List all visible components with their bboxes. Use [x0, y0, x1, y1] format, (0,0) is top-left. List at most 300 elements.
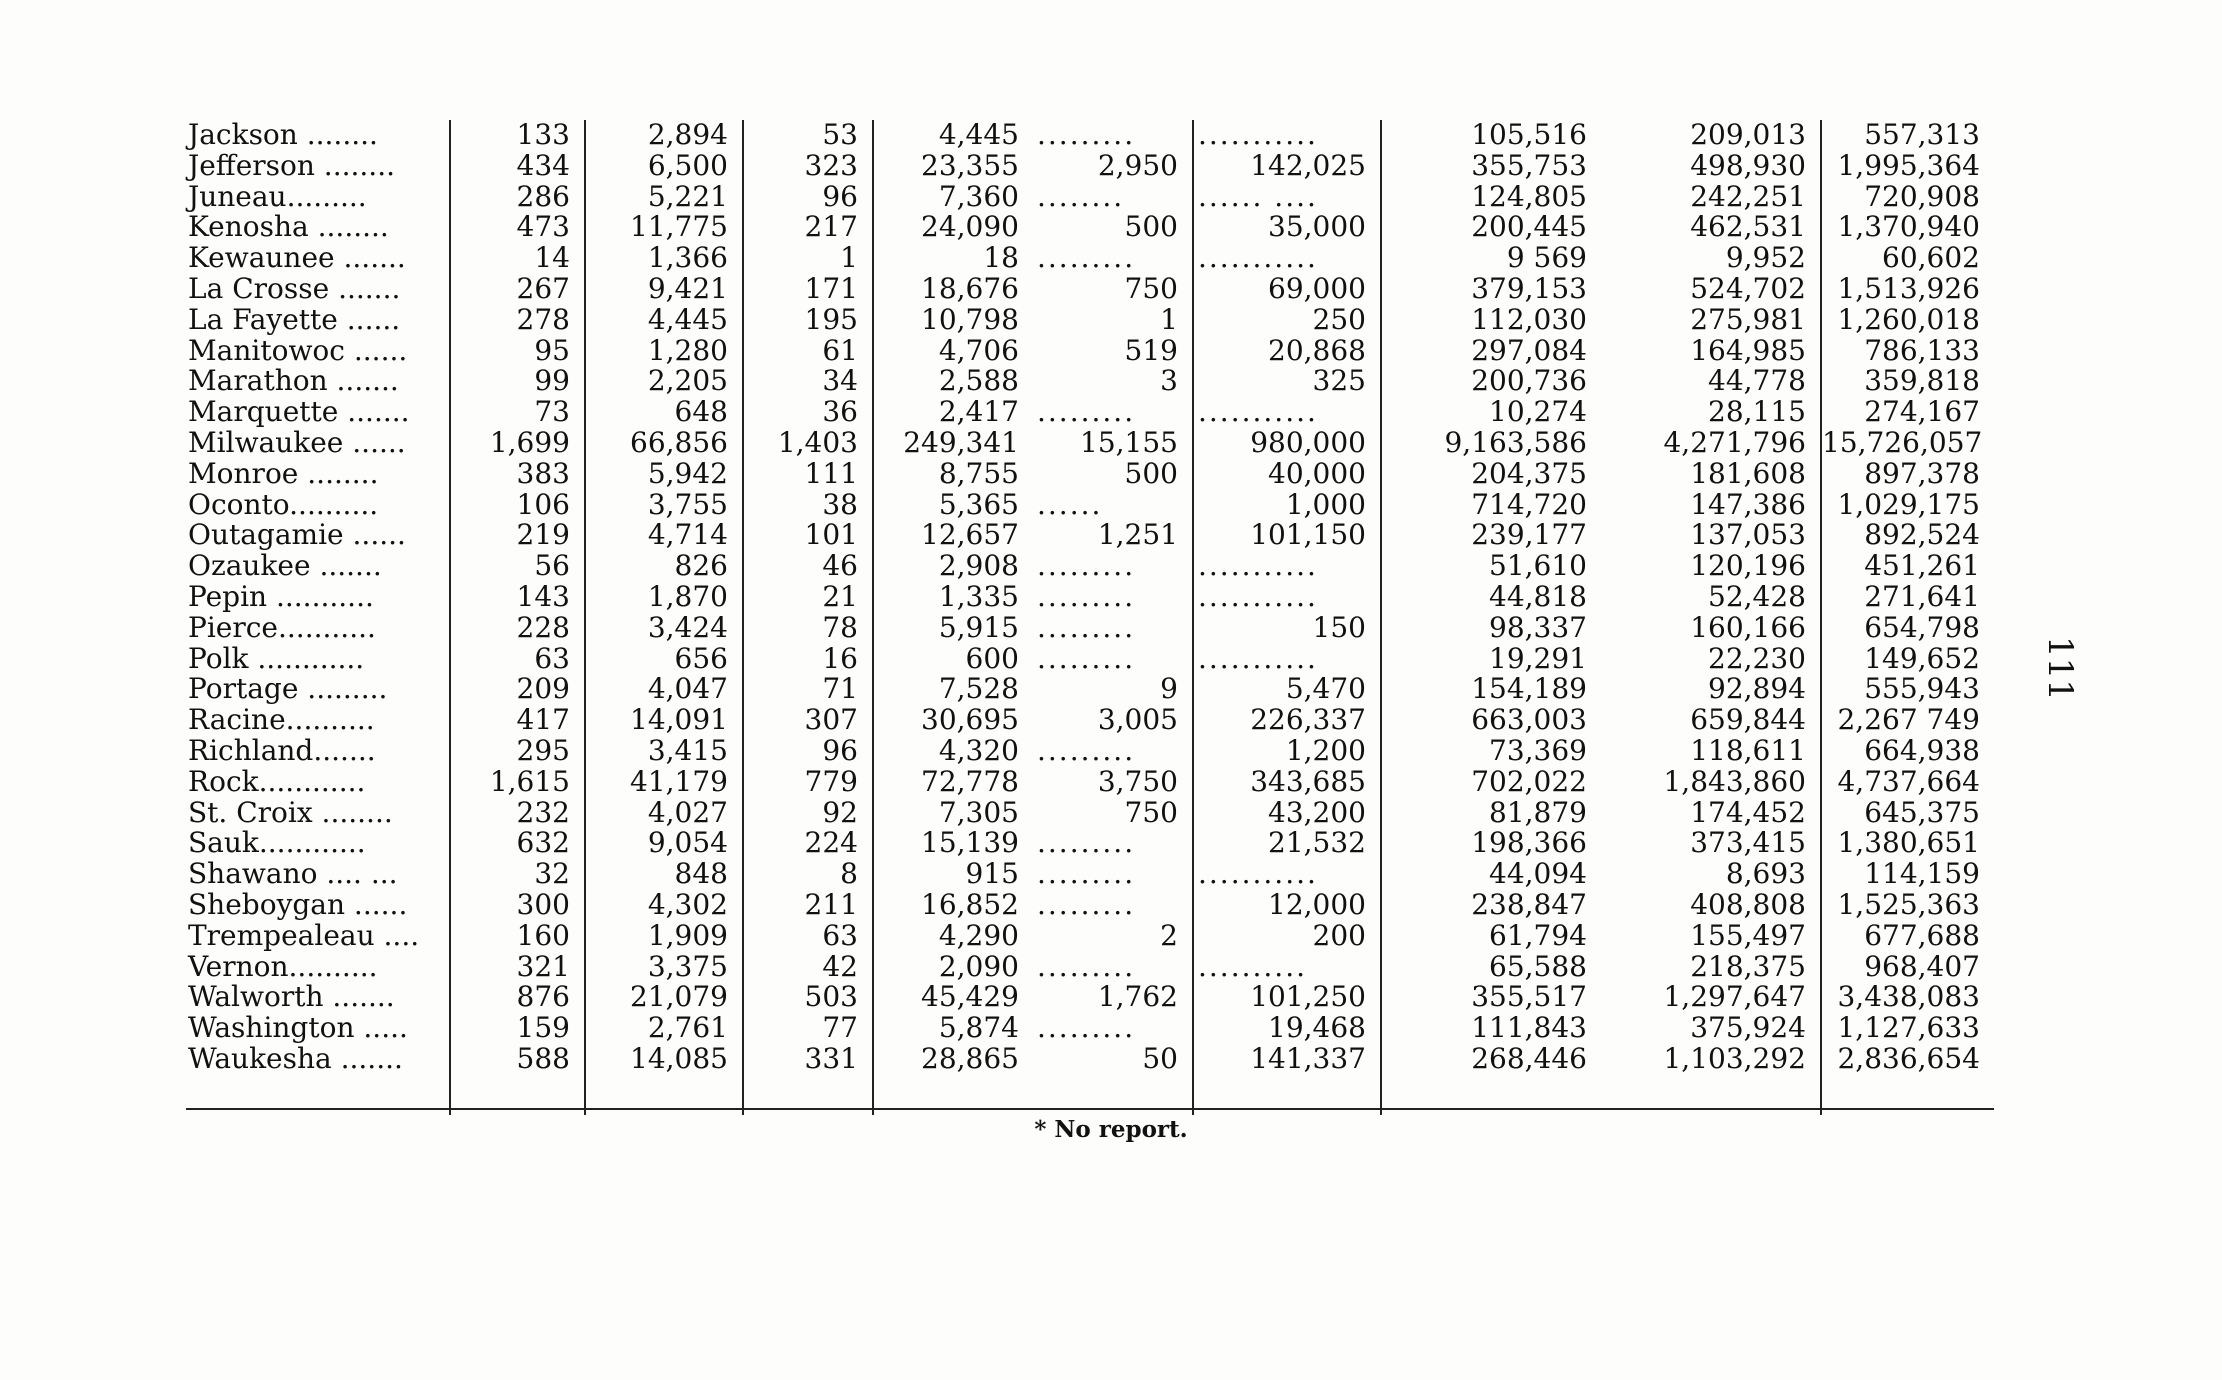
value-cell: ......... — [1033, 736, 1193, 767]
value-cell: 56 — [450, 551, 585, 582]
value-cell: 4,027 — [585, 798, 743, 829]
county-name-cell: Vernon.......... — [184, 952, 450, 983]
value-cell: 112,030 — [1471, 304, 1587, 336]
value-cell: 632 — [450, 828, 585, 859]
value-cell: 321 — [450, 952, 585, 983]
value-cell: 14,091 — [585, 705, 743, 736]
value-cell: 2,761 — [585, 1013, 743, 1044]
value-cell: 98,337 — [1489, 612, 1587, 644]
value-cell: 656 — [585, 644, 743, 675]
value-cell: 96 — [743, 736, 873, 767]
value-cell: 232 — [450, 798, 585, 829]
value-cell: 8,693 — [1601, 859, 1821, 890]
value-cell: 218,375 — [1601, 952, 1821, 983]
table-row — [184, 151, 1994, 182]
value-cell: 4,706 — [938, 335, 1019, 367]
county-name-cell: Sauk............ — [184, 828, 450, 859]
value-cell: 92,894 — [1601, 674, 1821, 705]
value-cell: 3,750 — [1033, 767, 1193, 798]
value-cell: 383 — [450, 459, 585, 490]
value-cell: 174,452 — [1601, 798, 1821, 829]
value-cell: 892,524 — [1864, 520, 1980, 552]
table-row — [184, 120, 1994, 151]
county-name-cell: Marathon ....... — [184, 366, 450, 397]
value-cell: 99 — [450, 366, 585, 397]
value-cell: 5,470 — [1193, 674, 1381, 705]
table-row — [184, 705, 1994, 736]
value-cell: 50 — [1033, 1044, 1193, 1075]
value-cell: 1,366 — [585, 243, 743, 274]
value-cell: 1,297,647 — [1601, 982, 1821, 1013]
value-cell: 105,516 — [1471, 120, 1587, 151]
value-cell: 702,022 — [1471, 766, 1587, 798]
county-name-cell: Jefferson ........ — [184, 151, 450, 182]
value-cell: 21,079 — [585, 982, 743, 1013]
value-cell: 297,084 — [1471, 335, 1587, 367]
table-row — [184, 674, 1994, 705]
table-bottom-rule — [186, 1108, 1994, 1110]
value-cell: 41,179 — [585, 767, 743, 798]
value-cell: 9,952 — [1601, 243, 1821, 274]
value-cell: 52,428 — [1601, 582, 1821, 613]
value-cell: 5,221 — [585, 182, 743, 213]
value-cell: 65,588 — [1489, 951, 1587, 983]
value-cell: 1,260,018 — [1837, 304, 1980, 336]
value-cell: 1,870 — [585, 582, 743, 613]
value-cell: 209,013 — [1601, 120, 1821, 151]
value-cell: ......... — [1033, 120, 1193, 151]
value-cell: 1,000 — [1193, 490, 1381, 521]
page-number: 111 — [2040, 636, 2080, 701]
value-cell: 160 — [450, 921, 585, 952]
value-cell: 63 — [450, 644, 585, 675]
table-row — [184, 243, 1994, 274]
value-cell: 217 — [743, 212, 873, 243]
value-cell: ......... — [1033, 551, 1193, 582]
county-name-cell: Trempealeau .... — [184, 921, 450, 952]
value-cell: 34 — [743, 366, 873, 397]
value-cell: 267 — [450, 274, 585, 305]
value-cell: 28,115 — [1601, 397, 1821, 428]
value-cell: 275,981 — [1601, 305, 1821, 336]
county-name-cell: Monroe ........ — [184, 459, 450, 490]
value-cell: 92 — [743, 798, 873, 829]
value-cell: 500 — [1033, 212, 1193, 243]
value-cell: 101,250 — [1193, 982, 1381, 1013]
county-name-cell: Oconto.......... — [184, 490, 450, 521]
value-cell: 300 — [450, 890, 585, 921]
value-cell: 12,657 — [921, 520, 1019, 552]
value-cell: ........ — [1033, 182, 1193, 213]
county-name-cell: Waukesha ....... — [184, 1044, 450, 1075]
value-cell: 101,150 — [1193, 520, 1381, 551]
value-cell: 3,424 — [585, 613, 743, 644]
value-cell: ........... — [1193, 243, 1381, 274]
value-cell: ......... — [1033, 397, 1193, 428]
table-row — [184, 1044, 1994, 1075]
value-cell: 876 — [450, 982, 585, 1013]
value-cell: 14,085 — [585, 1044, 743, 1075]
value-cell: 498,930 — [1601, 151, 1821, 182]
value-cell: ...... — [1033, 490, 1193, 521]
value-cell: 111,843 — [1471, 1013, 1587, 1044]
value-cell: 654,798 — [1864, 612, 1980, 644]
value-cell: 249,341 — [903, 427, 1019, 459]
value-cell: 18 — [983, 243, 1019, 274]
value-cell: 274,167 — [1864, 397, 1980, 428]
county-name-cell: Richland....... — [184, 736, 450, 767]
value-cell: 1,251 — [1033, 520, 1193, 551]
value-cell: 524,702 — [1601, 274, 1821, 305]
value-cell: 155,497 — [1601, 921, 1821, 952]
value-cell: 19,468 — [1193, 1013, 1381, 1044]
value-cell: 95 — [450, 336, 585, 367]
county-name-cell: Ozaukee ....... — [184, 551, 450, 582]
value-cell: 71 — [743, 674, 873, 705]
value-cell: 171 — [743, 274, 873, 305]
value-cell: 500 — [1033, 459, 1193, 490]
value-cell: 295 — [450, 736, 585, 767]
value-cell: 77 — [743, 1013, 873, 1044]
value-cell: 268,446 — [1471, 1043, 1587, 1075]
value-cell: 36 — [743, 397, 873, 428]
value-cell: 38 — [743, 490, 873, 521]
value-cell: 897,378 — [1864, 458, 1980, 490]
value-cell: ........... — [1193, 582, 1381, 613]
value-cell: 5,874 — [938, 1013, 1019, 1044]
value-cell: 118,611 — [1601, 736, 1821, 767]
value-cell: 968,407 — [1864, 951, 1980, 983]
value-cell: 19,291 — [1489, 643, 1587, 675]
value-cell: 278 — [450, 305, 585, 336]
value-cell: 750 — [1033, 274, 1193, 305]
value-cell: 434 — [450, 151, 585, 182]
value-cell: 1,280 — [585, 336, 743, 367]
value-cell: ......... — [1033, 613, 1193, 644]
value-cell: 16 — [743, 644, 873, 675]
value-cell: 200 — [1193, 921, 1381, 952]
value-cell: ........... — [1193, 397, 1381, 428]
table-row — [184, 952, 1994, 983]
value-cell: 226,337 — [1193, 705, 1381, 736]
county-name-cell: Kewaunee ....... — [184, 243, 450, 274]
table-row — [184, 859, 1994, 890]
value-cell: 4,302 — [585, 890, 743, 921]
value-cell: 519 — [1033, 336, 1193, 367]
county-name-cell: Washington ..... — [184, 1013, 450, 1044]
value-cell: 6,500 — [585, 151, 743, 182]
value-cell: 7,360 — [938, 181, 1019, 213]
value-cell: 7,528 — [938, 674, 1019, 706]
value-cell: 677,688 — [1864, 920, 1980, 952]
value-cell: 78 — [743, 613, 873, 644]
value-cell: 2,950 — [1033, 151, 1193, 182]
value-cell: 61 — [743, 336, 873, 367]
value-cell: 51,610 — [1489, 551, 1587, 582]
value-cell: 150 — [1193, 613, 1381, 644]
county-name-cell: Polk ............ — [184, 644, 450, 675]
table-row — [184, 644, 1994, 675]
value-cell: 1,103,292 — [1601, 1044, 1821, 1075]
value-cell: 4,290 — [938, 920, 1019, 952]
value-cell: 28,865 — [921, 1043, 1019, 1075]
value-cell: .......... — [1193, 952, 1381, 983]
table-row — [184, 982, 1994, 1013]
footnote: * No report. — [1034, 1116, 1188, 1143]
county-statistics-table — [184, 120, 1994, 1115]
value-cell: 2,205 — [585, 366, 743, 397]
table-row — [184, 428, 1994, 459]
county-name-cell: Racine.......... — [184, 705, 450, 736]
value-cell: 42 — [743, 952, 873, 983]
value-cell: 4,320 — [938, 735, 1019, 767]
value-cell: 20,868 — [1193, 336, 1381, 367]
value-cell: 8,755 — [938, 458, 1019, 490]
value-cell: 9 — [1033, 674, 1193, 705]
value-cell: 11,775 — [585, 212, 743, 243]
value-cell: 66,856 — [585, 428, 743, 459]
value-cell: 15,726,057 — [1822, 427, 1983, 459]
value-cell: 659,844 — [1601, 705, 1821, 736]
value-cell: 2,090 — [938, 951, 1019, 983]
value-cell: 228 — [450, 613, 585, 644]
county-name-cell: Pierce........... — [184, 613, 450, 644]
value-cell: 44,094 — [1489, 859, 1587, 890]
value-cell: 645,375 — [1864, 797, 1980, 829]
table-row — [184, 397, 1994, 428]
value-cell: 325 — [1193, 366, 1381, 397]
value-cell: 219 — [450, 520, 585, 551]
value-cell: 211 — [743, 890, 873, 921]
county-name-cell: Juneau......... — [184, 182, 450, 213]
value-cell: 1,380,651 — [1837, 828, 1980, 860]
value-cell: 154,189 — [1471, 674, 1587, 706]
value-cell: 35,000 — [1193, 212, 1381, 243]
value-cell: 373,415 — [1601, 828, 1821, 859]
value-cell: 32 — [450, 859, 585, 890]
value-cell: 1 — [1033, 305, 1193, 336]
county-name-cell: Manitowoc ...... — [184, 336, 450, 367]
value-cell: 503 — [743, 982, 873, 1013]
county-name-cell: La Crosse ....... — [184, 274, 450, 305]
value-cell: ......... — [1033, 582, 1193, 613]
value-cell: 73,369 — [1489, 735, 1587, 767]
table-body — [184, 120, 1994, 1115]
value-cell: 343,685 — [1193, 767, 1381, 798]
value-cell: 555,943 — [1864, 674, 1980, 706]
value-cell: 2,417 — [938, 397, 1019, 428]
county-name-cell: Rock............ — [184, 767, 450, 798]
value-cell: 53 — [743, 120, 873, 151]
table-row — [184, 1013, 1994, 1044]
value-cell: ......... — [1033, 952, 1193, 983]
value-cell: 149,652 — [1864, 643, 1980, 675]
value-cell: 1,909 — [585, 921, 743, 952]
value-cell: 14 — [450, 243, 585, 274]
value-cell: 5,915 — [938, 612, 1019, 644]
value-cell: 22,230 — [1601, 644, 1821, 675]
value-cell: 45,429 — [921, 982, 1019, 1014]
value-cell: 462,531 — [1601, 212, 1821, 243]
value-cell: 1,370,940 — [1837, 212, 1980, 244]
value-cell: 44,778 — [1601, 366, 1821, 397]
value-cell: ......... — [1033, 644, 1193, 675]
value-cell: ......... — [1033, 859, 1193, 890]
value-cell: 1,525,363 — [1837, 889, 1980, 921]
value-cell: 44,818 — [1489, 581, 1587, 613]
value-cell: 786,133 — [1864, 335, 1980, 367]
value-cell: 4,445 — [585, 305, 743, 336]
value-cell: 21,532 — [1193, 828, 1381, 859]
table-row — [184, 828, 1994, 859]
value-cell: 209 — [450, 674, 585, 705]
value-cell: 5,365 — [938, 489, 1019, 521]
county-name-cell: Shawano .... ... — [184, 859, 450, 890]
table-row — [184, 613, 1994, 644]
value-cell: 4,445 — [938, 120, 1019, 151]
table-row — [184, 921, 1994, 952]
value-cell: 1,762 — [1033, 982, 1193, 1013]
value-cell: ......... — [1033, 890, 1193, 921]
value-cell: 1,029,175 — [1837, 489, 1980, 521]
value-cell: 12,000 — [1193, 890, 1381, 921]
value-cell: 2 — [1033, 921, 1193, 952]
value-cell: ........... — [1193, 859, 1381, 890]
value-cell: 63 — [743, 921, 873, 952]
table-row — [184, 366, 1994, 397]
value-cell: 159 — [450, 1013, 585, 1044]
value-cell: 664,938 — [1864, 735, 1980, 767]
value-cell: 663,003 — [1471, 705, 1587, 736]
value-cell: 1,335 — [938, 581, 1019, 613]
value-cell: 8 — [743, 859, 873, 890]
value-cell: 96 — [743, 182, 873, 213]
value-cell: 1,513,926 — [1837, 273, 1980, 305]
county-name-cell: Jackson ........ — [184, 120, 450, 151]
value-cell: 2,908 — [938, 551, 1019, 582]
value-cell: 588 — [450, 1044, 585, 1075]
value-cell: 198,366 — [1471, 828, 1587, 860]
value-cell: 242,251 — [1601, 182, 1821, 213]
table-row — [184, 212, 1994, 243]
value-cell: 1,403 — [743, 428, 873, 459]
table-row — [184, 551, 1994, 582]
table-row — [184, 582, 1994, 613]
value-cell: 9 569 — [1506, 243, 1587, 274]
value-cell: 1 — [743, 243, 873, 274]
value-cell: 101 — [743, 520, 873, 551]
value-cell: 323 — [743, 151, 873, 182]
value-cell: 23,355 — [921, 150, 1019, 182]
value-cell: 9,054 — [585, 828, 743, 859]
value-cell: 114,159 — [1864, 859, 1980, 890]
value-cell: 2,267 749 — [1837, 705, 1980, 736]
value-cell: 106 — [450, 490, 585, 521]
value-cell: ......... — [1033, 1013, 1193, 1044]
value-cell: 4,047 — [585, 674, 743, 705]
value-cell: 46 — [743, 551, 873, 582]
county-name-cell: St. Croix ........ — [184, 798, 450, 829]
value-cell: 915 — [965, 859, 1019, 890]
value-cell: 224 — [743, 828, 873, 859]
value-cell: 7,305 — [938, 797, 1019, 829]
value-cell: 648 — [585, 397, 743, 428]
value-cell: 120,196 — [1601, 551, 1821, 582]
table-row — [184, 274, 1994, 305]
county-name-cell: Sheboygan ...... — [184, 890, 450, 921]
county-name-cell: Pepin ........... — [184, 582, 450, 613]
value-cell: 73 — [450, 397, 585, 428]
value-cell: 9,163,586 — [1444, 427, 1587, 459]
value-cell: 142,025 — [1193, 151, 1381, 182]
value-cell: 81,879 — [1489, 797, 1587, 829]
value-cell: 30,695 — [921, 705, 1019, 736]
table-row — [184, 305, 1994, 336]
value-cell: 124,805 — [1471, 181, 1587, 213]
value-cell: 10,798 — [921, 304, 1019, 336]
value-cell: 164,985 — [1601, 336, 1821, 367]
value-cell: 204,375 — [1471, 458, 1587, 490]
value-cell: 779 — [743, 767, 873, 798]
value-cell: 1,615 — [450, 767, 585, 798]
value-cell: 826 — [585, 551, 743, 582]
value-cell: ......... — [1033, 243, 1193, 274]
value-cell: 3,415 — [585, 736, 743, 767]
value-cell: 200,736 — [1471, 366, 1587, 398]
value-cell: 980,000 — [1193, 428, 1381, 459]
value-cell: 600 — [965, 643, 1019, 675]
value-cell: 4,714 — [585, 520, 743, 551]
value-cell: 143 — [450, 582, 585, 613]
value-cell: 18,676 — [921, 273, 1019, 305]
value-cell: 355,517 — [1471, 982, 1587, 1014]
value-cell: 250 — [1193, 305, 1381, 336]
table-row — [184, 182, 1994, 213]
table-row — [184, 520, 1994, 551]
value-cell: 3 — [1033, 366, 1193, 397]
value-cell: 307 — [743, 705, 873, 736]
value-cell: 720,908 — [1864, 181, 1980, 213]
value-cell: 379,153 — [1471, 273, 1587, 305]
value-cell: 714,720 — [1471, 489, 1587, 521]
value-cell: 451,261 — [1864, 551, 1980, 582]
value-cell: 355,753 — [1471, 150, 1587, 182]
value-cell: 359,818 — [1864, 366, 1980, 398]
value-cell: 750 — [1033, 798, 1193, 829]
value-cell: 40,000 — [1193, 459, 1381, 490]
value-cell: 133 — [450, 120, 585, 151]
table-row — [184, 798, 1994, 829]
value-cell: 238,847 — [1471, 889, 1587, 921]
value-cell: 200,445 — [1471, 212, 1587, 244]
value-cell: 147,386 — [1601, 490, 1821, 521]
value-cell: 408,808 — [1601, 890, 1821, 921]
county-name-cell: Marquette ....... — [184, 397, 450, 428]
table-row — [184, 767, 1994, 798]
value-cell: 2,836,654 — [1837, 1043, 1980, 1075]
value-cell: 181,608 — [1601, 459, 1821, 490]
county-name-cell: La Fayette ...... — [184, 305, 450, 336]
value-cell: 4,271,796 — [1601, 428, 1821, 459]
value-cell: 9,421 — [585, 274, 743, 305]
value-cell: 69,000 — [1193, 274, 1381, 305]
county-name-cell: Kenosha ........ — [184, 212, 450, 243]
table-row — [184, 459, 1994, 490]
value-cell: 195 — [743, 305, 873, 336]
value-cell: ......... — [1033, 828, 1193, 859]
value-cell: 2,588 — [938, 366, 1019, 398]
value-cell: 61,794 — [1489, 920, 1587, 952]
